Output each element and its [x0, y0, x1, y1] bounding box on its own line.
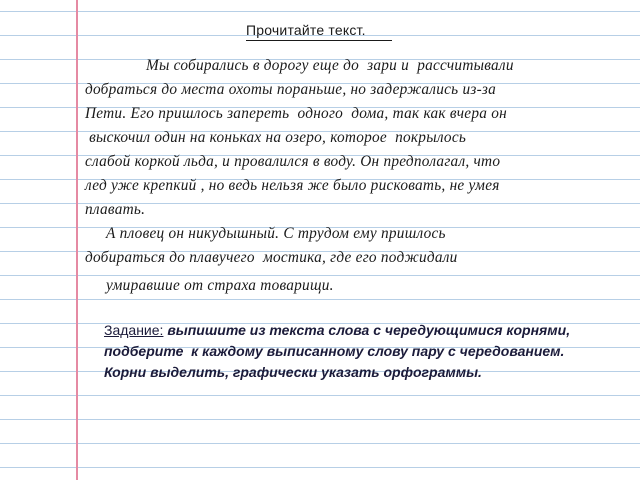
text-line-6: лед уже крепкий , но ведь нельзя же было рисковать, не умея — [85, 177, 500, 194]
text-line-10: умиравшие от страха товарищи. — [106, 277, 334, 294]
text-line-5: слабой коркой льда, и провалился в воду. Он предполагал, что — [85, 153, 501, 170]
heading-underline — [246, 40, 392, 41]
text-line-1: Мы собирались в дорогу еще до зари и рассчитывали — [146, 57, 514, 74]
text-line-9: добираться до плавучего мостика, где его поджидали — [85, 249, 458, 266]
task-line-1 — [104, 322, 570, 338]
task-label: Задание: — [104, 322, 164, 338]
notebook-margin-line — [76, 0, 78, 480]
task-line-2: подберите к каждому выписанному слову пару с чередованием. — [104, 343, 565, 359]
text-line-2: добраться до места охоты пораньше, но задержались из-за — [85, 81, 497, 98]
slide-heading: Прочитайте текст. — [246, 22, 366, 38]
task-line-3: Корни выделить, графически указать орфограммы. — [104, 364, 482, 380]
text-line-4: выскочил один на коньках на озеро, которое покрылось — [85, 129, 467, 146]
text-line-3: Пети. Его пришлось запереть одного дома, так как вчера он — [85, 105, 507, 122]
text-line-8: А пловец он никудышный. С трудом ему пришлось — [106, 225, 446, 242]
text-line-7: плавать. — [85, 201, 146, 218]
task-text-1: выпишите из текста слова с чередующимися корнями, — [163, 322, 571, 338]
